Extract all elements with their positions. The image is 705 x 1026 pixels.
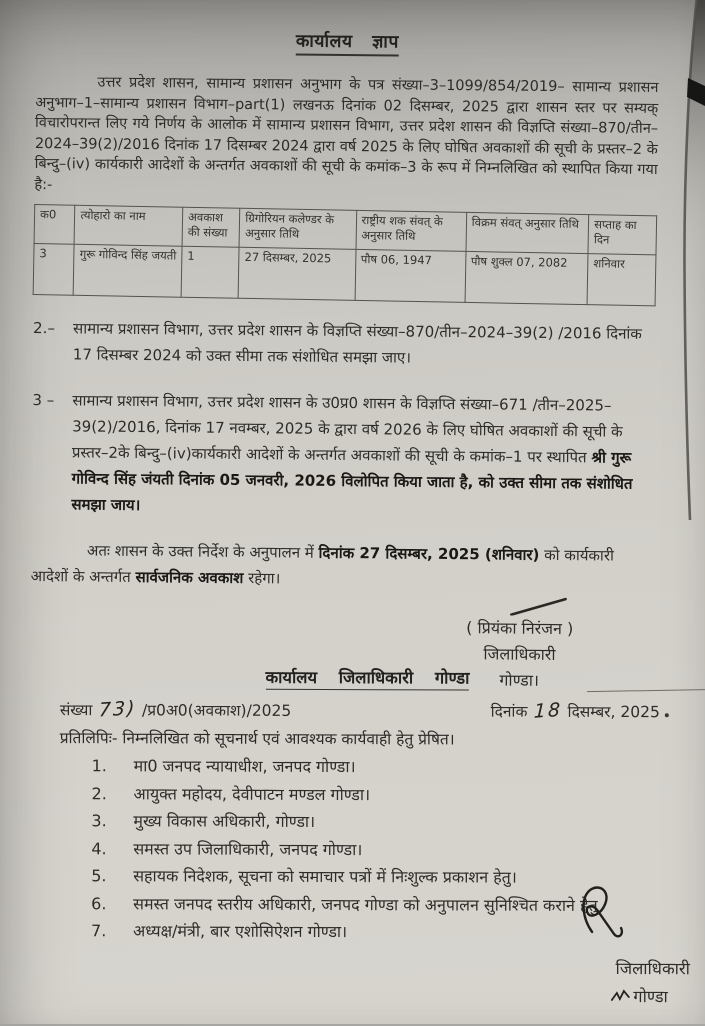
cell-saka-date: पौष 06, 1947 [355, 249, 466, 302]
date-rest: दिसम्बर, 2025 [567, 702, 660, 722]
paragraph-2-number: 2.– [33, 318, 55, 338]
memo-paragraph-2 [33, 315, 656, 373]
recipient-3-text: मुख्य विकास अधिकारी, गोण्डा। [133, 811, 316, 831]
recipient-1-text: मा0 जनपद न्यायाधीश, जनपद गोण्डा। [133, 756, 356, 777]
handwritten-number: 73) [98, 696, 137, 722]
recipient-7-number: 7. [91, 921, 107, 941]
number-label: संख्या [59, 701, 93, 720]
memo-title-text: कार्यालय ज्ञाप [296, 31, 399, 56]
recipient-item-1 [36, 752, 636, 782]
handwritten-date: 18 [532, 698, 562, 723]
recipient-4-number: 4. [91, 838, 107, 858]
recipient-2-text: आयुक्त महोदय, देवीपाटन मण्डल गोण्डा। [133, 783, 371, 804]
footer-signatory-place: गोण्डा [633, 987, 668, 1007]
recipient-1-number: 1. [91, 756, 107, 776]
memo-title [36, 26, 659, 56]
paragraph-3-normal-text: सामान्य प्रशासन विभाग, उत्तर प्रदेश शासन के उ0प्र0 शासन के विज्ञप्ति संख्या–671 /तीन–2025–39(2)/2016, दिनांक 17 नवम्बर, 2025 के द्वारा वर्ष 2026 के लिए घोषित अवकाशों की सूची के प्रस्तर–2के बिन्दु–(iv)कार्यकारी आदेशों के अन्तर्गत अवकाशों की सूची के कमांक–1 पर स्थापित [71, 391, 623, 467]
cell-serial: 3 [33, 243, 74, 295]
signature-scribble [578, 884, 626, 944]
holiday-table [33, 204, 658, 306]
header-serial: क0 [34, 205, 75, 245]
office-memo-section [30, 26, 659, 695]
header-saka-date: राष्ट्रीय शक संवत् के अनुसार तिथि [356, 210, 467, 251]
recipient-5-text: सहायक निदेशक, सूचना को समाचार पत्रों में निःशुल्क प्रकाशन हेतु। [133, 866, 517, 887]
office-title-text: कार्यालय जिलाधिकारी गोण्डा [265, 668, 469, 691]
header-festival-name: त्योहारो का नाम [74, 205, 182, 246]
date-label: दिनांक [490, 702, 528, 721]
conclusion-seg1: अतः शासन के उक्त निर्देश के अनुपालन में [86, 541, 319, 562]
memo-paragraph-3 [31, 387, 655, 523]
cell-weekday: शनिवार [587, 254, 656, 306]
cell-vikram-date: पौष शुक्ल 07, 2082 [465, 251, 588, 304]
paper-crease-line [587, 689, 705, 692]
paragraph-3-text [71, 387, 655, 523]
recipient-item-7 [35, 917, 635, 947]
recipient-item-4 [35, 834, 635, 864]
recipient-3-number: 3. [91, 811, 107, 831]
recipient-item-2 [36, 779, 636, 809]
paragraph-2-text: सामान्य प्रशासन विभाग, उत्तर प्रदेश शासन के विज्ञप्ति संख्या–870/तीन–2024–39(2) /2016 दिनांक 17 दिसम्बर 2024 को उक्त सीमा तक संशोधित समझा जाए। [72, 319, 642, 367]
footer-signatory-designation: जिलाधिकारी [615, 959, 690, 979]
copy-distribution-line: प्रतिलिपिः- निम्नलिखित को सूचनार्थ एवं आवश्यक कार्यवाही हेतु प्रेषित। [59, 729, 455, 749]
cell-gregorian-date: 27 दिसम्बर, 2025 [238, 247, 355, 300]
pen-tick-mark [611, 989, 631, 1003]
header-gregorian-date: ग्रिगोरियन कलेण्डर के अनुसार तिथि [239, 208, 356, 249]
signatory-place: गोण्डा। [499, 670, 540, 690]
holiday-table-data-row [33, 243, 656, 305]
header-vikram-date: विक्रम संवत् अनुसार तिथि [466, 212, 589, 253]
header-holiday-count: अवकाश की संख्या [182, 207, 240, 247]
recipient-6-number: 6. [91, 893, 107, 913]
number-rest: /प्र0अ0(अवकाश)/2025 [141, 701, 292, 720]
conclusion-date-bold: दिनांक 27 दिसम्बर, 2025 (शनिवार) [318, 543, 540, 564]
footer-signatory-place-row [611, 984, 668, 1007]
district-office-section [35, 664, 705, 1026]
number-line-spacer [291, 716, 490, 717]
recipient-7-text: अध्यक्ष/मंत्री, बार एशोसिऐशन गोण्डा। [133, 921, 348, 942]
conclusion-seg3: को कार्यकारी आदेशों के अन्तर्गत [30, 545, 614, 586]
pen-slash-mark [507, 596, 569, 617]
recipient-5-number: 5. [91, 866, 107, 886]
recipient-item-5 [35, 862, 635, 892]
cell-holiday-count: 1 [181, 246, 239, 298]
memo-intro-paragraph: उत्तर प्रदेश शासन, सामान्य प्रशासन अनुभाग के पत्र संख्या–3–1099/854/2019– सामान्य प्रशासन अनुभाग–1–सामान्य प्रशासन विभाग–part(1) लखनऊ दिनांक 02 दिसम्बर, 2025 द्वारा शासन स्तर पर सम्यक् विचारोपरान्त लिए गये निर्णय के आलोक में सामान्य प्रशासन विभाग, उत्तर प्रदेश शासन की विज्ञप्ति संख्या–870/तीन–2024–39(2)/2016 दिनांक 17 दिसम्बर 2024 द्वारा वर्ष 2025 के लिए घोषित अवकाशों की सूची के प्रस्तर–2 के बिन्दु–(iv) कार्यकारी आदेशों के अन्तर्गत अवकाशों की सूची के कमांक–3 के रूप में निम्नलिखित को स्थापित किया गया है:- [34, 74, 659, 193]
recipient-item-3 [35, 807, 635, 837]
header-weekday: सप्ताह का दिन [588, 215, 657, 255]
office-title [78, 664, 657, 689]
paragraph-3-bold-text: श्री गुरू गोविन्द सिंह जंयती दिनांक 05 जनवरी, 2026 विलोपित किया जाता है, को उक्त सीमा तक संशोधित समझा जाय। [71, 448, 633, 515]
conclusion-seg5: रहेगा। [243, 568, 281, 587]
signatory-designation: जिलाधिकारी [483, 644, 556, 665]
recipient-2-number: 2. [91, 783, 107, 803]
recipient-item-6 [35, 889, 635, 919]
signatory-name: ( प्रियंका निरंजन ) [466, 618, 574, 639]
recipient-4-text: समस्त उप जिलाधिकारी, जनपद गोण्डा। [133, 838, 363, 859]
ink-dot [665, 713, 669, 717]
conclusion-holiday-bold: सार्वजनिक अवकाश [135, 567, 244, 587]
memo-conclusion-paragraph [31, 538, 654, 595]
reference-number-line [60, 698, 669, 722]
cell-festival-name: गुरू गोविन्द सिंह जयती [74, 244, 183, 297]
recipient-6-text: समस्त जनपद स्तरीय अधिकारी, जनपद गोण्डा को अनुपालन सुनिश्चित कराने हेतु [133, 893, 598, 915]
recipients-list [35, 752, 636, 947]
paragraph-3-number: 3 – [32, 390, 55, 410]
